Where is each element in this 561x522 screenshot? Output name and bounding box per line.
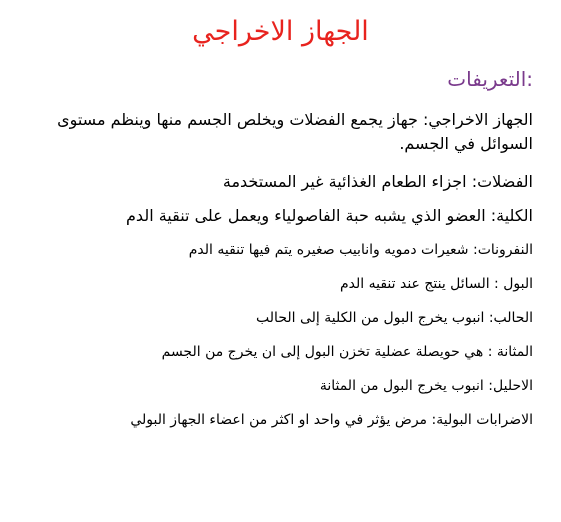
definition-term: الكلية: <box>490 206 533 225</box>
definition-text: انبوب يخرج البول من الكلية إلى الحالب <box>256 310 485 326</box>
definition-text: شعيرات دمويه وانابيب صغيره يتم فيها تنقيه الدم <box>188 242 469 258</box>
definition-term: الحالب: <box>488 310 533 326</box>
definition-text: انبوب يخرج البول من المثانة <box>319 378 484 394</box>
definition-item <box>13 202 533 230</box>
definition-text: هي حويصلة عضلية تخزن البول إلى ان يخرج من الجسم <box>161 344 484 360</box>
definition-text: اجزاء الطعام الغذائية غير المستخدمة <box>222 172 467 191</box>
definition-term: المثانة : <box>487 344 533 360</box>
definition-item <box>13 270 533 298</box>
definition-term: النفرونات: <box>472 242 533 258</box>
definition-text: العضو الذي يشبه حبة الفاصولياء ويعمل على تنقية الدم <box>126 206 486 225</box>
definition-text: السائل ينتج عند تنقيه الدم <box>339 276 490 292</box>
definition-item <box>13 168 533 196</box>
definition-item <box>13 372 533 400</box>
definition-term: الاضرابات البولية: <box>431 412 533 428</box>
definition-text: مرض يؤثر في واحد او اكثر من اعضاء الجهاز البولي <box>130 412 428 428</box>
definition-item <box>13 236 533 264</box>
definition-term: البول : <box>494 276 533 292</box>
definition-term: الجهاز الاخراجي: <box>422 110 533 129</box>
definition-item <box>13 406 533 434</box>
definition-item <box>13 304 533 332</box>
definition-term: الاحليل: <box>488 378 533 394</box>
definition-item <box>13 108 533 156</box>
definition-item <box>13 338 533 366</box>
page-title: الجهاز الاخراجي <box>192 16 369 47</box>
section-heading: :التعريفات <box>447 67 533 91</box>
definition-text: جهاز يجمع الفضلات ويخلص الجسم منها وينظم مستوى السوائل في الجسم. <box>57 110 533 153</box>
definition-term: الفضلات: <box>471 172 533 191</box>
definitions-list <box>13 108 533 434</box>
